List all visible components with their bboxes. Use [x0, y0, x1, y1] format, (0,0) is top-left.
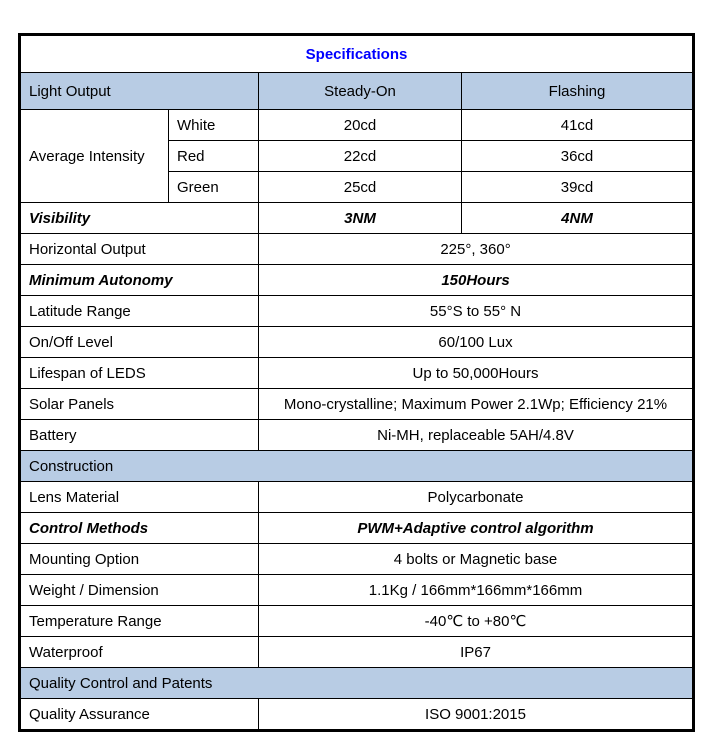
spec-row-label: Minimum Autonomy: [20, 265, 259, 296]
row-section-quality: [20, 668, 694, 699]
spec-row-label: Lens Material: [20, 482, 259, 513]
row-waterproof: [20, 637, 694, 668]
spec-row-label: Horizontal Output: [20, 234, 259, 265]
row-minimum-autonomy: [20, 265, 694, 296]
row-horizontal-output: [20, 234, 694, 265]
cell-color-red: Red: [169, 141, 259, 172]
spec-row-value: 150Hours: [259, 265, 694, 296]
row-lens-material: [20, 482, 694, 513]
spec-row-label: Battery: [20, 420, 259, 451]
spec-row-value: Ni-MH, replaceable 5AH/4.8V: [259, 420, 694, 451]
row-visibility: [20, 203, 694, 234]
header-steady-on: Steady-On: [259, 73, 462, 110]
spec-row-value: 4 bolts or Magnetic base: [259, 544, 694, 575]
spec-row-label: Weight / Dimension: [20, 575, 259, 606]
cell-visibility-label: Visibility: [20, 203, 259, 234]
spec-row-value: IP67: [259, 637, 694, 668]
row-section-construction: [20, 451, 694, 482]
table-title: Specifications: [20, 35, 694, 73]
row-quality-assurance: [20, 699, 694, 731]
row-lifespan-leds: [20, 358, 694, 389]
spec-row-value: Polycarbonate: [259, 482, 694, 513]
cell-red-steady: 22cd: [259, 141, 462, 172]
cell-average-intensity-label: Average Intensity: [20, 110, 169, 203]
spec-row-value: PWM+Adaptive control algorithm: [259, 513, 694, 544]
specifications-table: [18, 33, 695, 732]
row-onoff-level: [20, 327, 694, 358]
row-battery: [20, 420, 694, 451]
spec-row-value: Up to 50,000Hours: [259, 358, 694, 389]
row-solar-panels: [20, 389, 694, 420]
row-title: [20, 35, 694, 73]
spec-row-label: Control Methods: [20, 513, 259, 544]
spec-row-value: Mono-crystalline; Maximum Power 2.1Wp; Efficiency 21%: [259, 389, 694, 420]
section-header-construction: Construction: [20, 451, 694, 482]
spec-row-value: -40℃ to +80℃: [259, 606, 694, 637]
cell-visibility-steady: 3NM: [259, 203, 462, 234]
cell-red-flashing: 36cd: [462, 141, 694, 172]
row-mounting-option: [20, 544, 694, 575]
cell-visibility-flashing: 4NM: [462, 203, 694, 234]
spec-row-label: Quality Assurance: [20, 699, 259, 731]
spec-row-label: Temperature Range: [20, 606, 259, 637]
spec-row-label: Lifespan of LEDS: [20, 358, 259, 389]
spec-row-value: ISO 9001:2015: [259, 699, 694, 731]
header-light-output: Light Output: [20, 73, 259, 110]
cell-color-green: Green: [169, 172, 259, 203]
section-header-quality: Quality Control and Patents: [20, 668, 694, 699]
cell-green-steady: 25cd: [259, 172, 462, 203]
row-weight-dimension: [20, 575, 694, 606]
spec-row-value: 55°S to 55° N: [259, 296, 694, 327]
spec-row-label: Solar Panels: [20, 389, 259, 420]
spec-row-label: Latitude Range: [20, 296, 259, 327]
row-intensity-white: [20, 110, 694, 141]
cell-white-steady: 20cd: [259, 110, 462, 141]
spec-row-value: 1.1Kg / 166mm*166mm*166mm: [259, 575, 694, 606]
spec-row-label: Mounting Option: [20, 544, 259, 575]
spec-row-value: 225°, 360°: [259, 234, 694, 265]
cell-white-flashing: 41cd: [462, 110, 694, 141]
cell-green-flashing: 39cd: [462, 172, 694, 203]
cell-color-white: White: [169, 110, 259, 141]
spec-row-label: On/Off Level: [20, 327, 259, 358]
row-latitude-range: [20, 296, 694, 327]
spec-row-label: Waterproof: [20, 637, 259, 668]
row-light-output-header: [20, 73, 694, 110]
spec-row-value: 60/100 Lux: [259, 327, 694, 358]
row-temperature-range: [20, 606, 694, 637]
row-control-methods: [20, 513, 694, 544]
header-flashing: Flashing: [462, 73, 694, 110]
